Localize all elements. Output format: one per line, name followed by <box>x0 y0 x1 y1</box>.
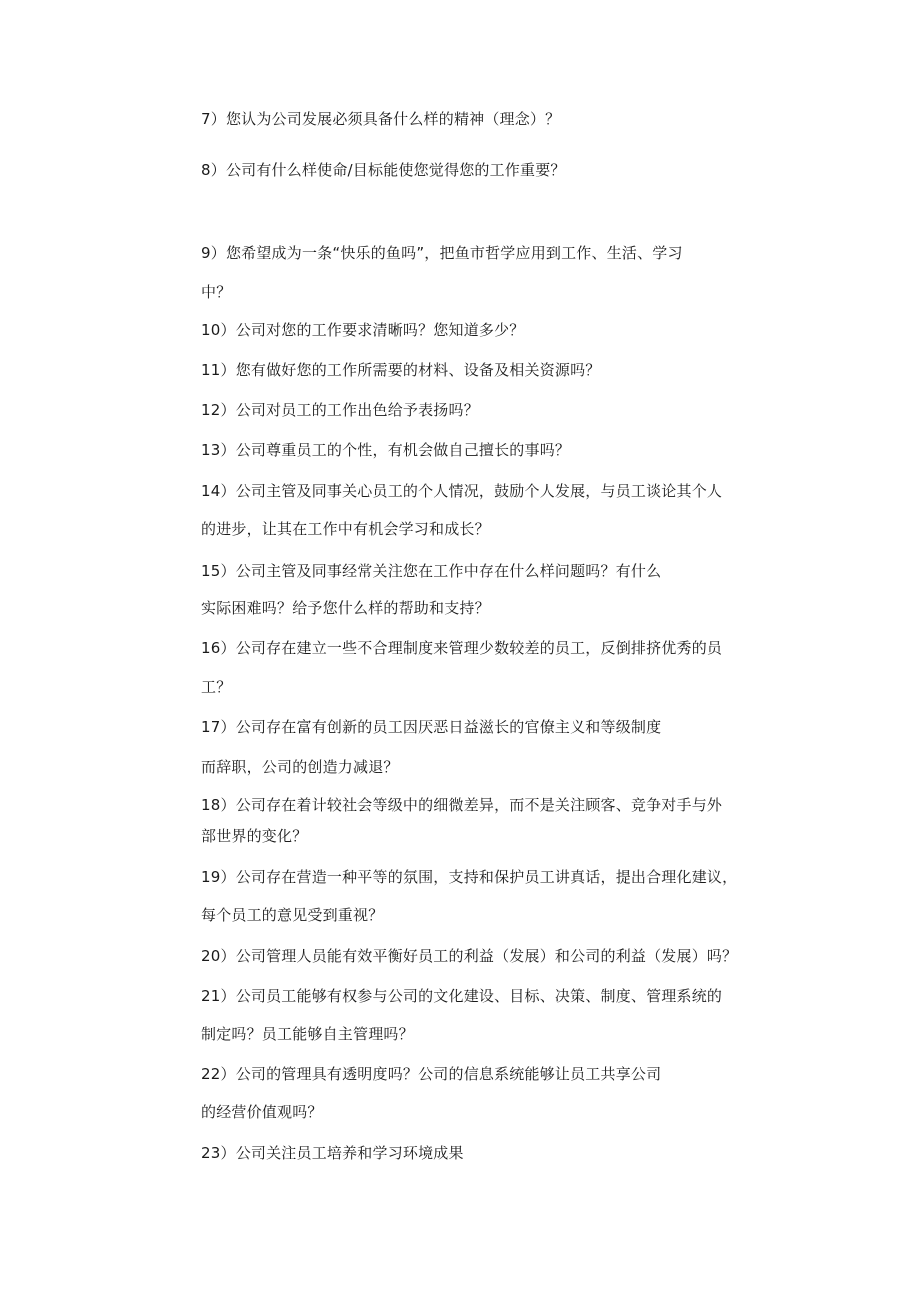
question-14-line-1: 14）公司主管及同事关心员工的个人情况，鼓励个人发展，与员工谈论其个人 <box>201 482 723 500</box>
question-17-line-1: 17）公司存在富有创新的员工因厌恶日益滋长的官僚主义和等级制度 <box>201 718 662 736</box>
question-22-line-2: 的经营价值观吗？ <box>201 1103 323 1121</box>
question-16-line-2: 工？ <box>201 678 232 696</box>
question-8-line-1: 8）公司有什么样使命/目标能使您觉得您的工作重要？ <box>201 161 566 179</box>
question-9-line-1: 9）您希望成为一条“快乐的鱼吗”，把鱼市哲学应用到工作、生活、学习 <box>201 244 683 262</box>
question-16-line-1: 16）公司存在建立一些不合理制度来管理少数较差的员工，反倒排挤优秀的员 <box>201 639 723 657</box>
question-9-line-2: 中？ <box>201 283 232 301</box>
question-15-line-2: 实际困难吗？给予您什么样的帮助和支持？ <box>201 599 490 617</box>
question-19-line-1: 19）公司存在营造一种平等的氛围，支持和保护员工讲真话，提出合理化建议， <box>201 868 738 886</box>
question-7-line-1: 7）您认为公司发展必须具备什么样的精神（理念）？ <box>201 110 561 128</box>
question-11-line-1: 11）您有做好您的工作所需要的材料、设备及相关资源吗？ <box>201 361 601 379</box>
question-21-line-2: 制定吗？员工能够自主管理吗？ <box>201 1025 414 1043</box>
question-18-line-2: 部世界的变化？ <box>201 827 308 845</box>
question-22-line-1: 22）公司的管理具有透明度吗？公司的信息系统能够让员工共享公司 <box>201 1065 662 1083</box>
question-21-line-1: 21）公司员工能够有权参与公司的文化建设、目标、决策、制度、管理系统的 <box>201 987 723 1005</box>
question-17-line-2: 而辞职，公司的创造力减退？ <box>201 758 399 776</box>
question-14-line-2: 的进步，让其在工作中有机会学习和成长？ <box>201 520 490 538</box>
question-19-line-2: 每个员工的意见受到重视？ <box>201 906 384 924</box>
question-13-line-1: 13）公司尊重员工的个性，有机会做自己擅长的事吗？ <box>201 441 571 459</box>
question-18-line-1: 18）公司存在着计较社会等级中的细微差异，而不是关注顾客、竞争对手与外 <box>201 796 723 814</box>
question-12-line-1: 12）公司对员工的工作出色给予表扬吗？ <box>201 401 479 419</box>
question-15-line-1: 15）公司主管及同事经常关注您在工作中存在什么样问题吗？有什么 <box>201 562 662 580</box>
question-20-line-1: 20）公司管理人员能有效平衡好员工的利益（发展）和公司的利益（发展）吗？ <box>201 947 738 965</box>
question-23-line-1: 23）公司关注员工培养和学习环境成果 <box>201 1144 464 1162</box>
question-10-line-1: 10）公司对您的工作要求清晰吗？您知道多少？ <box>201 321 525 339</box>
